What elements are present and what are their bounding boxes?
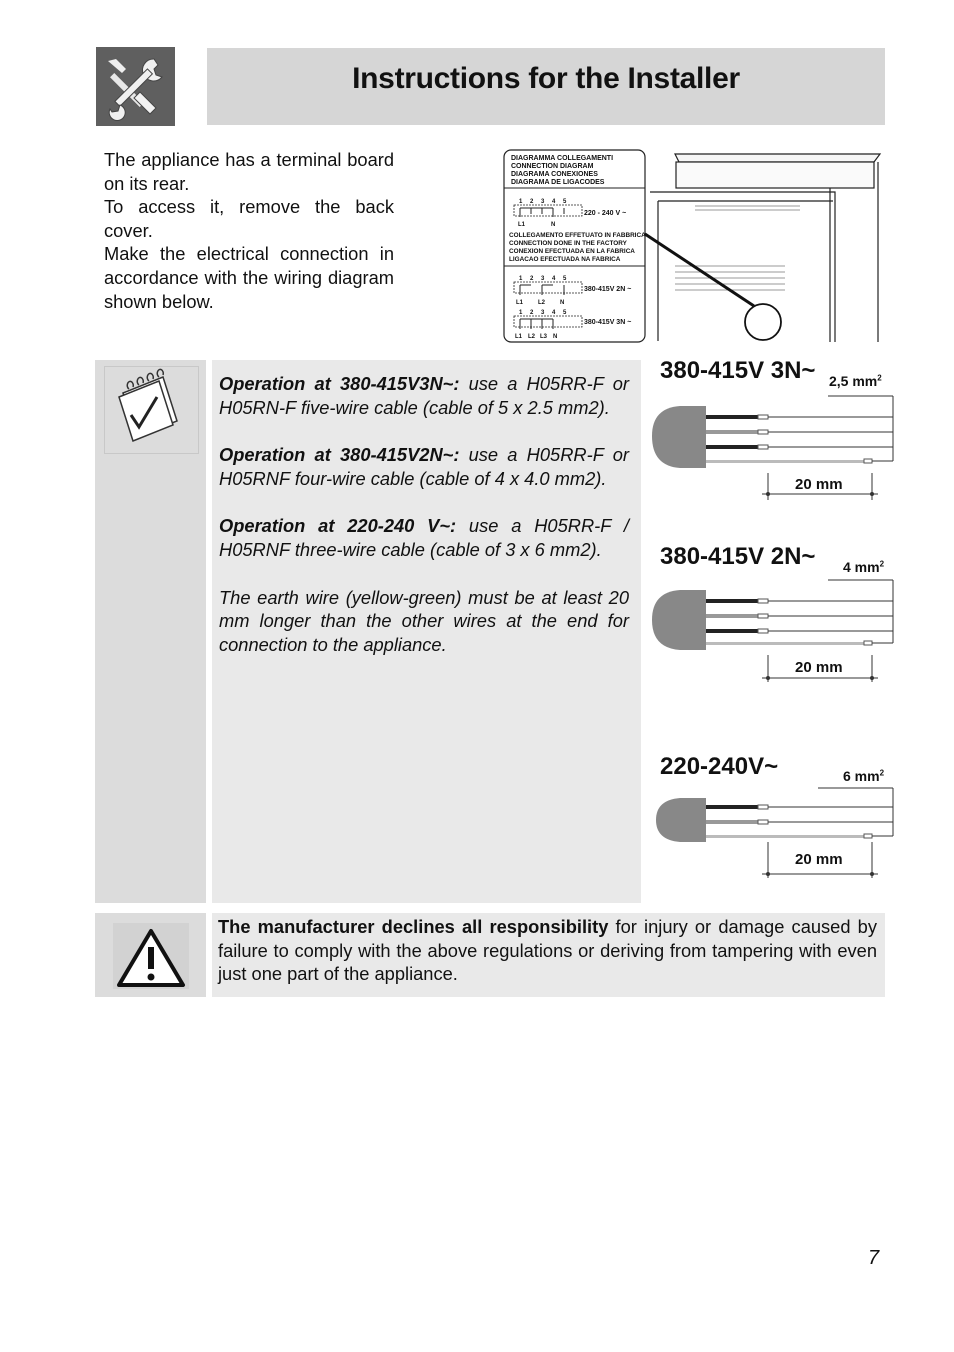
svg-text:L2: L2 xyxy=(538,300,546,306)
note-2n: Operation at 380-415V2N~: use a H05RR-F or H05RNF four-wire cable (cable of 4 x 4.0 mm2). xyxy=(219,444,629,489)
wrench-screwdriver-icon xyxy=(96,47,175,126)
page-number: 7 xyxy=(868,1247,880,1269)
cable-length-220: 20 mm xyxy=(795,851,843,868)
svg-text:1: 1 xyxy=(519,276,523,282)
svg-text:3: 3 xyxy=(541,199,545,205)
note-earth-wire: The earth wire (yellow-green) must be at least 20 mm longer than the other wires at the end for connection to the appliance. xyxy=(219,586,629,655)
cable-section-3n: 2,5 $mm^2$ xyxy=(829,373,882,389)
voltage-label: 380-415V 2N ~ xyxy=(584,286,632,293)
warning-triangle-icon xyxy=(95,913,206,997)
intro-paragraph: To access it, remove the back cover. xyxy=(104,196,394,241)
cable-section-2n: 4 $mm^2$ xyxy=(843,559,885,575)
svg-text:L1: L1 xyxy=(516,300,524,306)
notepad-checkmark-icon xyxy=(105,367,198,453)
cable-drawing-3n xyxy=(650,390,900,502)
cable-drawing-220 xyxy=(650,786,900,882)
cable-drawing-2n xyxy=(650,576,900,686)
appliance-rear-drawing xyxy=(645,154,880,342)
terminal-diagram-label xyxy=(504,150,646,342)
svg-text:3: 3 xyxy=(541,310,545,316)
svg-text:N: N xyxy=(551,222,556,228)
diagram-heading: CONNECTION DIAGRAM xyxy=(511,163,594,170)
svg-text:L1: L1 xyxy=(515,334,523,340)
voltage-label: 380-415V 3N ~ xyxy=(584,319,632,326)
diagram-heading: DIAGRAMA DE LIGACODES xyxy=(511,179,605,186)
diagram-heading: DIAGRAMA CONEXIONES xyxy=(511,171,598,178)
svg-text:COLLEGAMENTO EFFETUATO IN FABB: COLLEGAMENTO EFFETUATO IN FABBRICA xyxy=(509,232,646,239)
cable-section-220: 6 $mm^2$ xyxy=(843,768,885,784)
svg-text:2: 2 xyxy=(530,276,534,282)
svg-text:1: 1 xyxy=(519,310,523,316)
header-icon-box xyxy=(96,47,175,126)
svg-text:CONNECTION DONE IN THE FACTORY: CONNECTION DONE IN THE FACTORY xyxy=(509,240,627,247)
note-3n: Operation at 380-415V3N~: use a H05RR-F or H05RN-F five-wire cable (cable of 5 x 2.5 mm2). xyxy=(219,373,629,418)
svg-text:1: 1 xyxy=(519,199,523,205)
svg-text:L1: L1 xyxy=(518,222,526,228)
svg-text:2: 2 xyxy=(530,310,534,316)
svg-text:L3: L3 xyxy=(540,334,548,340)
cable-length-2n: 20 mm xyxy=(795,659,843,676)
intro-paragraph: Make the electrical connection in accordance with the wiring diagram shown below. xyxy=(104,243,394,312)
intro-text xyxy=(104,148,394,313)
cable-length-3n: 20 mm xyxy=(795,476,843,493)
cable-title-220: 220-240V~ xyxy=(660,753,779,780)
svg-text:5: 5 xyxy=(563,199,567,205)
page-title: Instructions for the Installer xyxy=(352,62,740,95)
svg-text:LIGACAO EFECTUADA NA FABRICA: LIGACAO EFECTUADA NA FABRICA xyxy=(509,256,621,263)
svg-text:N: N xyxy=(560,300,565,306)
terminal-board-illustration xyxy=(500,146,890,346)
note-220: Operation at 220-240 V~: use a H05RR-F / H05RNF three-wire cable (cable of 3 x 6 mm2). xyxy=(219,515,629,560)
svg-text:5: 5 xyxy=(563,310,567,316)
svg-text:N: N xyxy=(553,334,558,340)
svg-text:2: 2 xyxy=(530,199,534,205)
svg-text:4: 4 xyxy=(552,199,556,205)
notes-icon-box xyxy=(104,366,199,454)
intro-paragraph: The appliance has a terminal board on its rear. xyxy=(104,149,394,194)
svg-text:4: 4 xyxy=(552,310,556,316)
svg-text:CONEXION EFECTUADA EN LA FABRI: CONEXION EFECTUADA EN LA FABRICA xyxy=(509,248,635,255)
svg-text:4: 4 xyxy=(552,276,556,282)
operation-notes xyxy=(219,372,629,680)
svg-text:L2: L2 xyxy=(528,334,536,340)
cable-title-2n: 380-415V 2N~ xyxy=(660,543,816,570)
warning-text: The manufacturer declines all responsibility for injury or damage caused by failure to comply with the above regulations or deriving from tampering with even just one part of the appliance. xyxy=(218,916,877,985)
svg-text:5: 5 xyxy=(563,276,567,282)
voltage-label: 220 - 240 V ~ xyxy=(584,210,627,217)
cable-title-3n: 380-415V 3N~ xyxy=(660,357,816,384)
svg-text:3: 3 xyxy=(541,276,545,282)
diagram-heading: DIAGRAMMA COLLEGAMENTI xyxy=(511,155,614,162)
warning-sidebar xyxy=(95,913,206,997)
